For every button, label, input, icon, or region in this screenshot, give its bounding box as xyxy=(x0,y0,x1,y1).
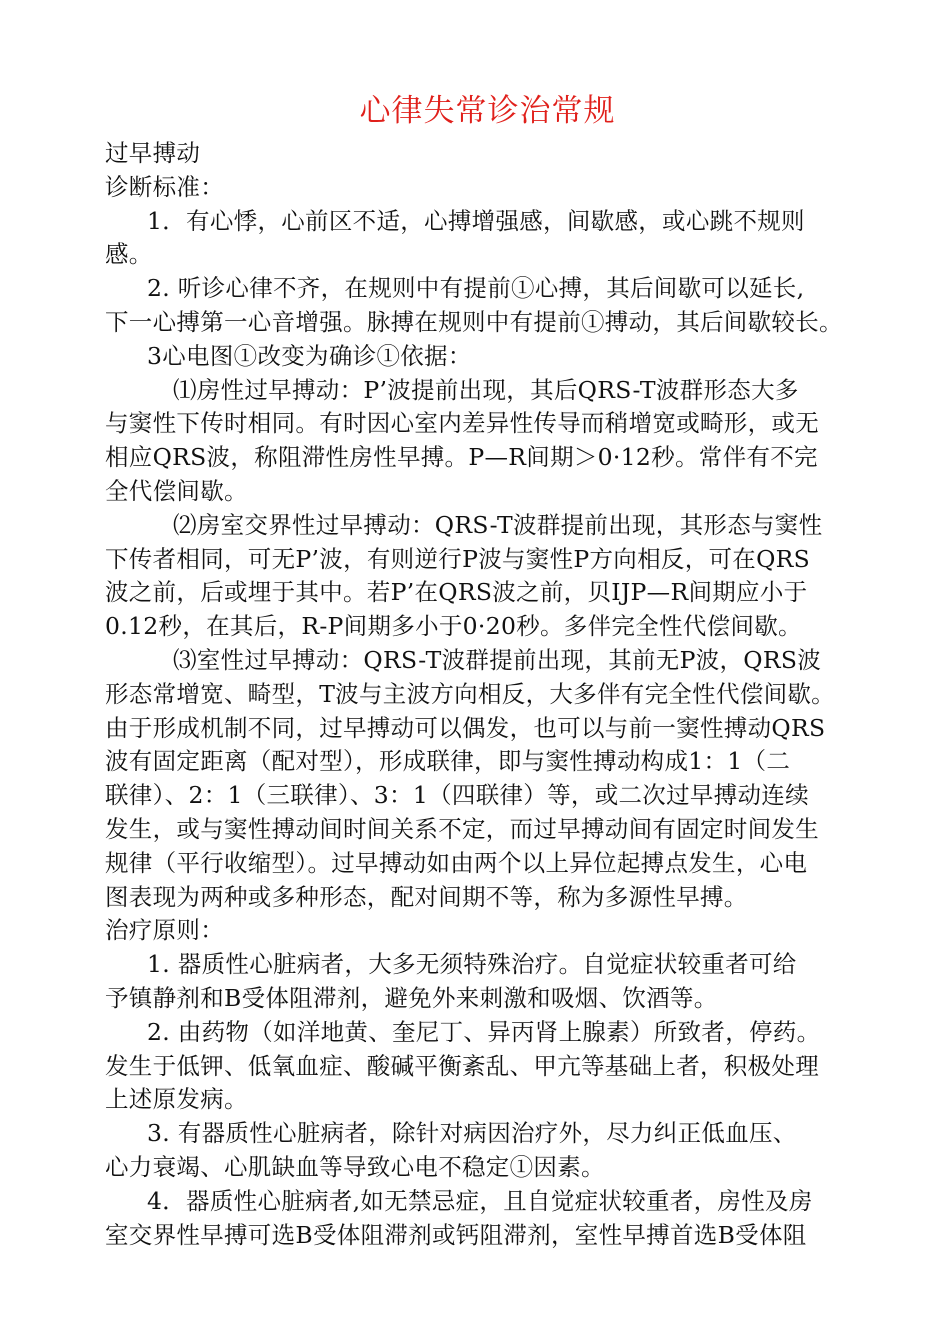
text-line: 2. 由药物（如洋地黄、奎尼丁、异丙肾上腺素）所致者，停药。 xyxy=(147,1017,821,1046)
text-line: 形态常增宽、畸型，T波与主波方向相反，大多伴有完全性代偿间歇。 xyxy=(105,679,835,708)
text-line: ⑴房性过早搏动：P’波提前出现，其后QRS-T波群形态大多 xyxy=(173,375,799,404)
text-line: 室交界性早搏可选B受体阻滞剂或钙阻滞剂，室性早搏首选B受体阻 xyxy=(105,1220,807,1249)
text-line: ⑶室性过早搏动：QRS-T波群提前出现，其前无P波，QRS波 xyxy=(173,645,822,674)
text-line: 1．有心悸，心前区不适，心搏增强感，间歇感，或心跳不规则 xyxy=(147,206,805,235)
text-line: 联律）、2：1（三联律）、3：1（四联律）等，或二次过早搏动连续 xyxy=(105,781,809,810)
text-line: 波有固定距离（配对型），形成联律，即与窦性搏动构成1：1（二 xyxy=(105,747,791,776)
text-line: 全代偿间歇。 xyxy=(105,476,248,505)
text-line: 波之前，后或埋于其中。若P’在QRS波之前，贝IJP—R间期应小于 xyxy=(105,578,808,607)
text-line: 心力衰竭、心肌缺血等导致心电不稳定①因素。 xyxy=(105,1152,605,1181)
document-body xyxy=(105,137,880,1252)
text-line: 发生，或与窦性搏动间时间关系不定，而过早搏动间有固定时间发生 xyxy=(105,814,819,843)
text-line: 由于形成机制不同，过早搏动可以偶发，也可以与前一窦性搏动QRS xyxy=(105,713,826,742)
text-line: 诊断标准： xyxy=(105,172,224,201)
text-line: 发生于低钾、低氧血症、酸碱平衡紊乱、甲亢等基础上者，积极处理 xyxy=(105,1051,819,1080)
text-line: 过早搏动 xyxy=(105,139,201,167)
text-line: 图表现为两种或多种形态，配对间期不等，称为多源性早搏。 xyxy=(105,882,748,911)
text-line: 3心电图①改变为确诊①依据： xyxy=(147,341,472,370)
text-line: 3. 有器质性心脏病者，除针对病因治疗外，尽力纠正低血压、 xyxy=(147,1119,797,1148)
text-line: 感。 xyxy=(105,240,153,269)
text-line: 相应QRS波，称阻滞性房性早搏。P—R间期＞0·12秒。常伴有不完 xyxy=(105,443,818,472)
text-line: 下传者相同，可无P’波，有则逆行P波与窦性P方向相反，可在QRS xyxy=(105,544,811,573)
document-title: 心律失常诊治常规 xyxy=(359,93,616,129)
text-line: ⑵房室交界性过早搏动：QRS-T波群提前出现，其形态与窦性 xyxy=(173,510,823,539)
text-line: 规律（平行收缩型）。过早搏动如由两个以上异位起搏点发生，心电 xyxy=(105,848,808,877)
text-line: 4．器质性心脏病者,如无禁忌症，且自觉症状较重者，房性及房 xyxy=(147,1186,813,1215)
text-line: 上述原发病。 xyxy=(105,1085,248,1114)
text-line: 与窦性下传时相同。有时因心室内差异性传导而稍增宽或畸形，或无 xyxy=(105,409,819,438)
text-line: 2. 听诊心律不齐，在规则中有提前①心搏，其后间歇可以延长, xyxy=(147,274,805,303)
text-line: 下一心搏第一心音增强。脉搏在规则中有提前①搏动，其后间歇较长。 xyxy=(105,307,843,336)
text-line: 予镇静剂和B受体阻滞剂，避免外来刺激和吸烟、饮酒等。 xyxy=(105,983,718,1012)
text-line: 1. 器质性心脏病者，大多无须特殊治疗。自觉症状较重者可给 xyxy=(147,950,797,979)
text-line: 治疗原则： xyxy=(105,916,224,945)
text-line: 0.12秒，在其后，R-P间期多小于0·20秒。多伴完全性代偿间歇。 xyxy=(105,612,802,641)
